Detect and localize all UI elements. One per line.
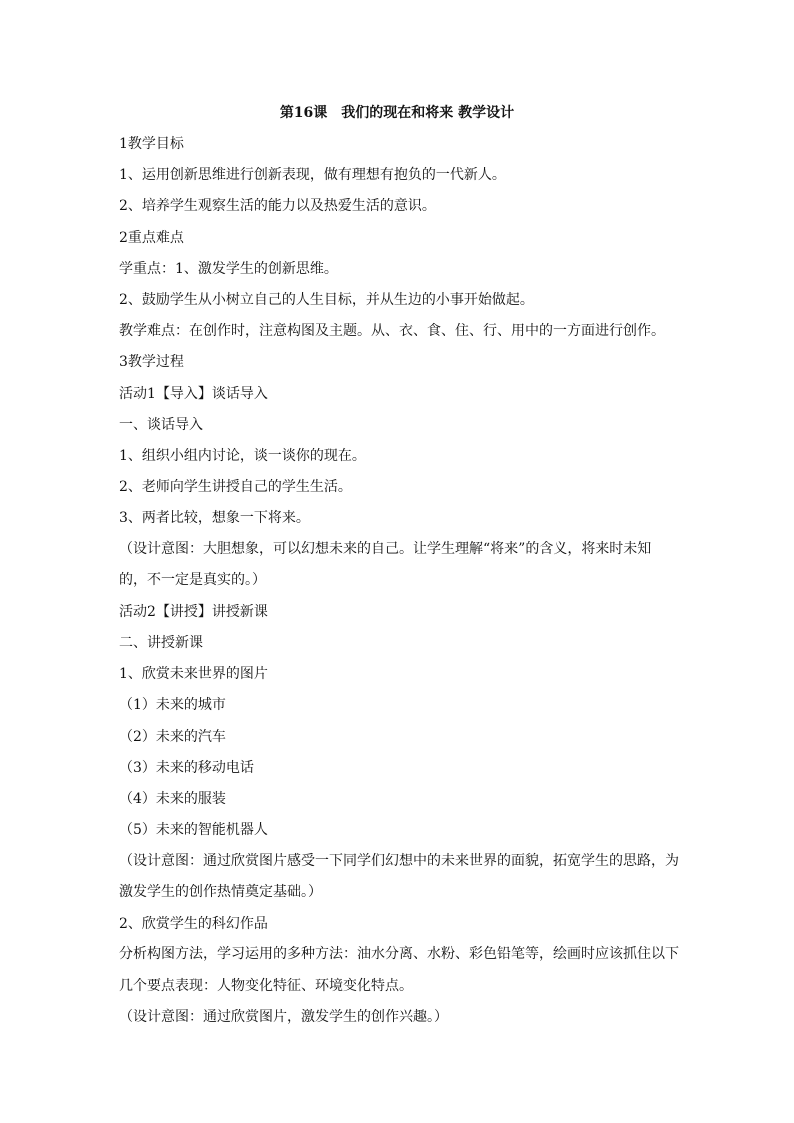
- paragraph: 1、运用创新思维进行创新表现，做有理想有抱负的一代新人。: [119, 167, 506, 184]
- document-body: [119, 134, 679, 1039]
- subsection-heading: 二、讲授新课: [119, 635, 203, 652]
- paragraph: 教学难点：在创作时，注意构图及主题。从、衣、食、住、行、用中的一方面进行创作。: [119, 323, 665, 340]
- list-item: 3、两者比较，想象一下将来。: [119, 510, 310, 527]
- list-item: （2）未来的汽车: [119, 728, 226, 745]
- paragraph: 2、培养学生观察生活的能力以及热爱生活的意识。: [119, 198, 436, 215]
- document-title: 第16课 我们的现在和将来 教学设计: [279, 105, 515, 121]
- paragraph: 2、鼓励学生从小树立自己的人生目标，并从生边的小事开始做起。: [119, 291, 534, 308]
- activity-heading: 活动1【导入】谈话导入: [119, 385, 268, 402]
- design-intent-note: （设计意图：大胆想象，可以幻想未来的自己。让学生理解“将来”的含义，将来时未知的，不一定是真实的。）: [119, 540, 652, 589]
- list-item: （1）未来的城市: [119, 697, 226, 714]
- section-heading-teaching-process: 3教学过程: [119, 354, 184, 371]
- paragraph: 分析构图方法，学习运用的多种方法：油水分离、水粉、彩色铅笔等，绘画时应该抓住以下几个要点表现：人物变化特征、环境变化特点。: [119, 946, 679, 994]
- list-item: 1、组织小组内讨论，谈一谈你的现在。: [119, 447, 366, 464]
- subsection-heading: 一、谈话导入: [119, 416, 203, 433]
- design-intent-note: （设计意图：通过欣赏图片感受一下同学们幻想中的未来世界的面貌，拓宽学生的思路，为激发学生的创作热情奠定基础。）: [119, 852, 679, 900]
- list-item: （3）未来的移动电话: [119, 759, 254, 776]
- paragraph: 学重点：1、激发学生的创新思维。: [119, 260, 338, 277]
- activity-heading: 活动2【讲授】讲授新课: [119, 603, 268, 620]
- list-item: （4）未来的服装: [119, 790, 226, 807]
- list-item: 2、老师向学生讲授自己的学生生活。: [119, 479, 352, 496]
- list-item: （5）未来的智能机器人: [119, 822, 268, 839]
- section-heading-key-points: 2重点难点: [119, 229, 184, 246]
- design-intent-note: （设计意图：通过欣赏图片，激发学生的创作兴趣。）: [119, 1009, 448, 1026]
- list-item: 1、欣赏未来世界的图片: [119, 666, 268, 683]
- section-heading-teaching-goals: 1教学目标: [119, 136, 184, 152]
- list-item: 2、欣赏学生的科幻作品: [119, 915, 268, 932]
